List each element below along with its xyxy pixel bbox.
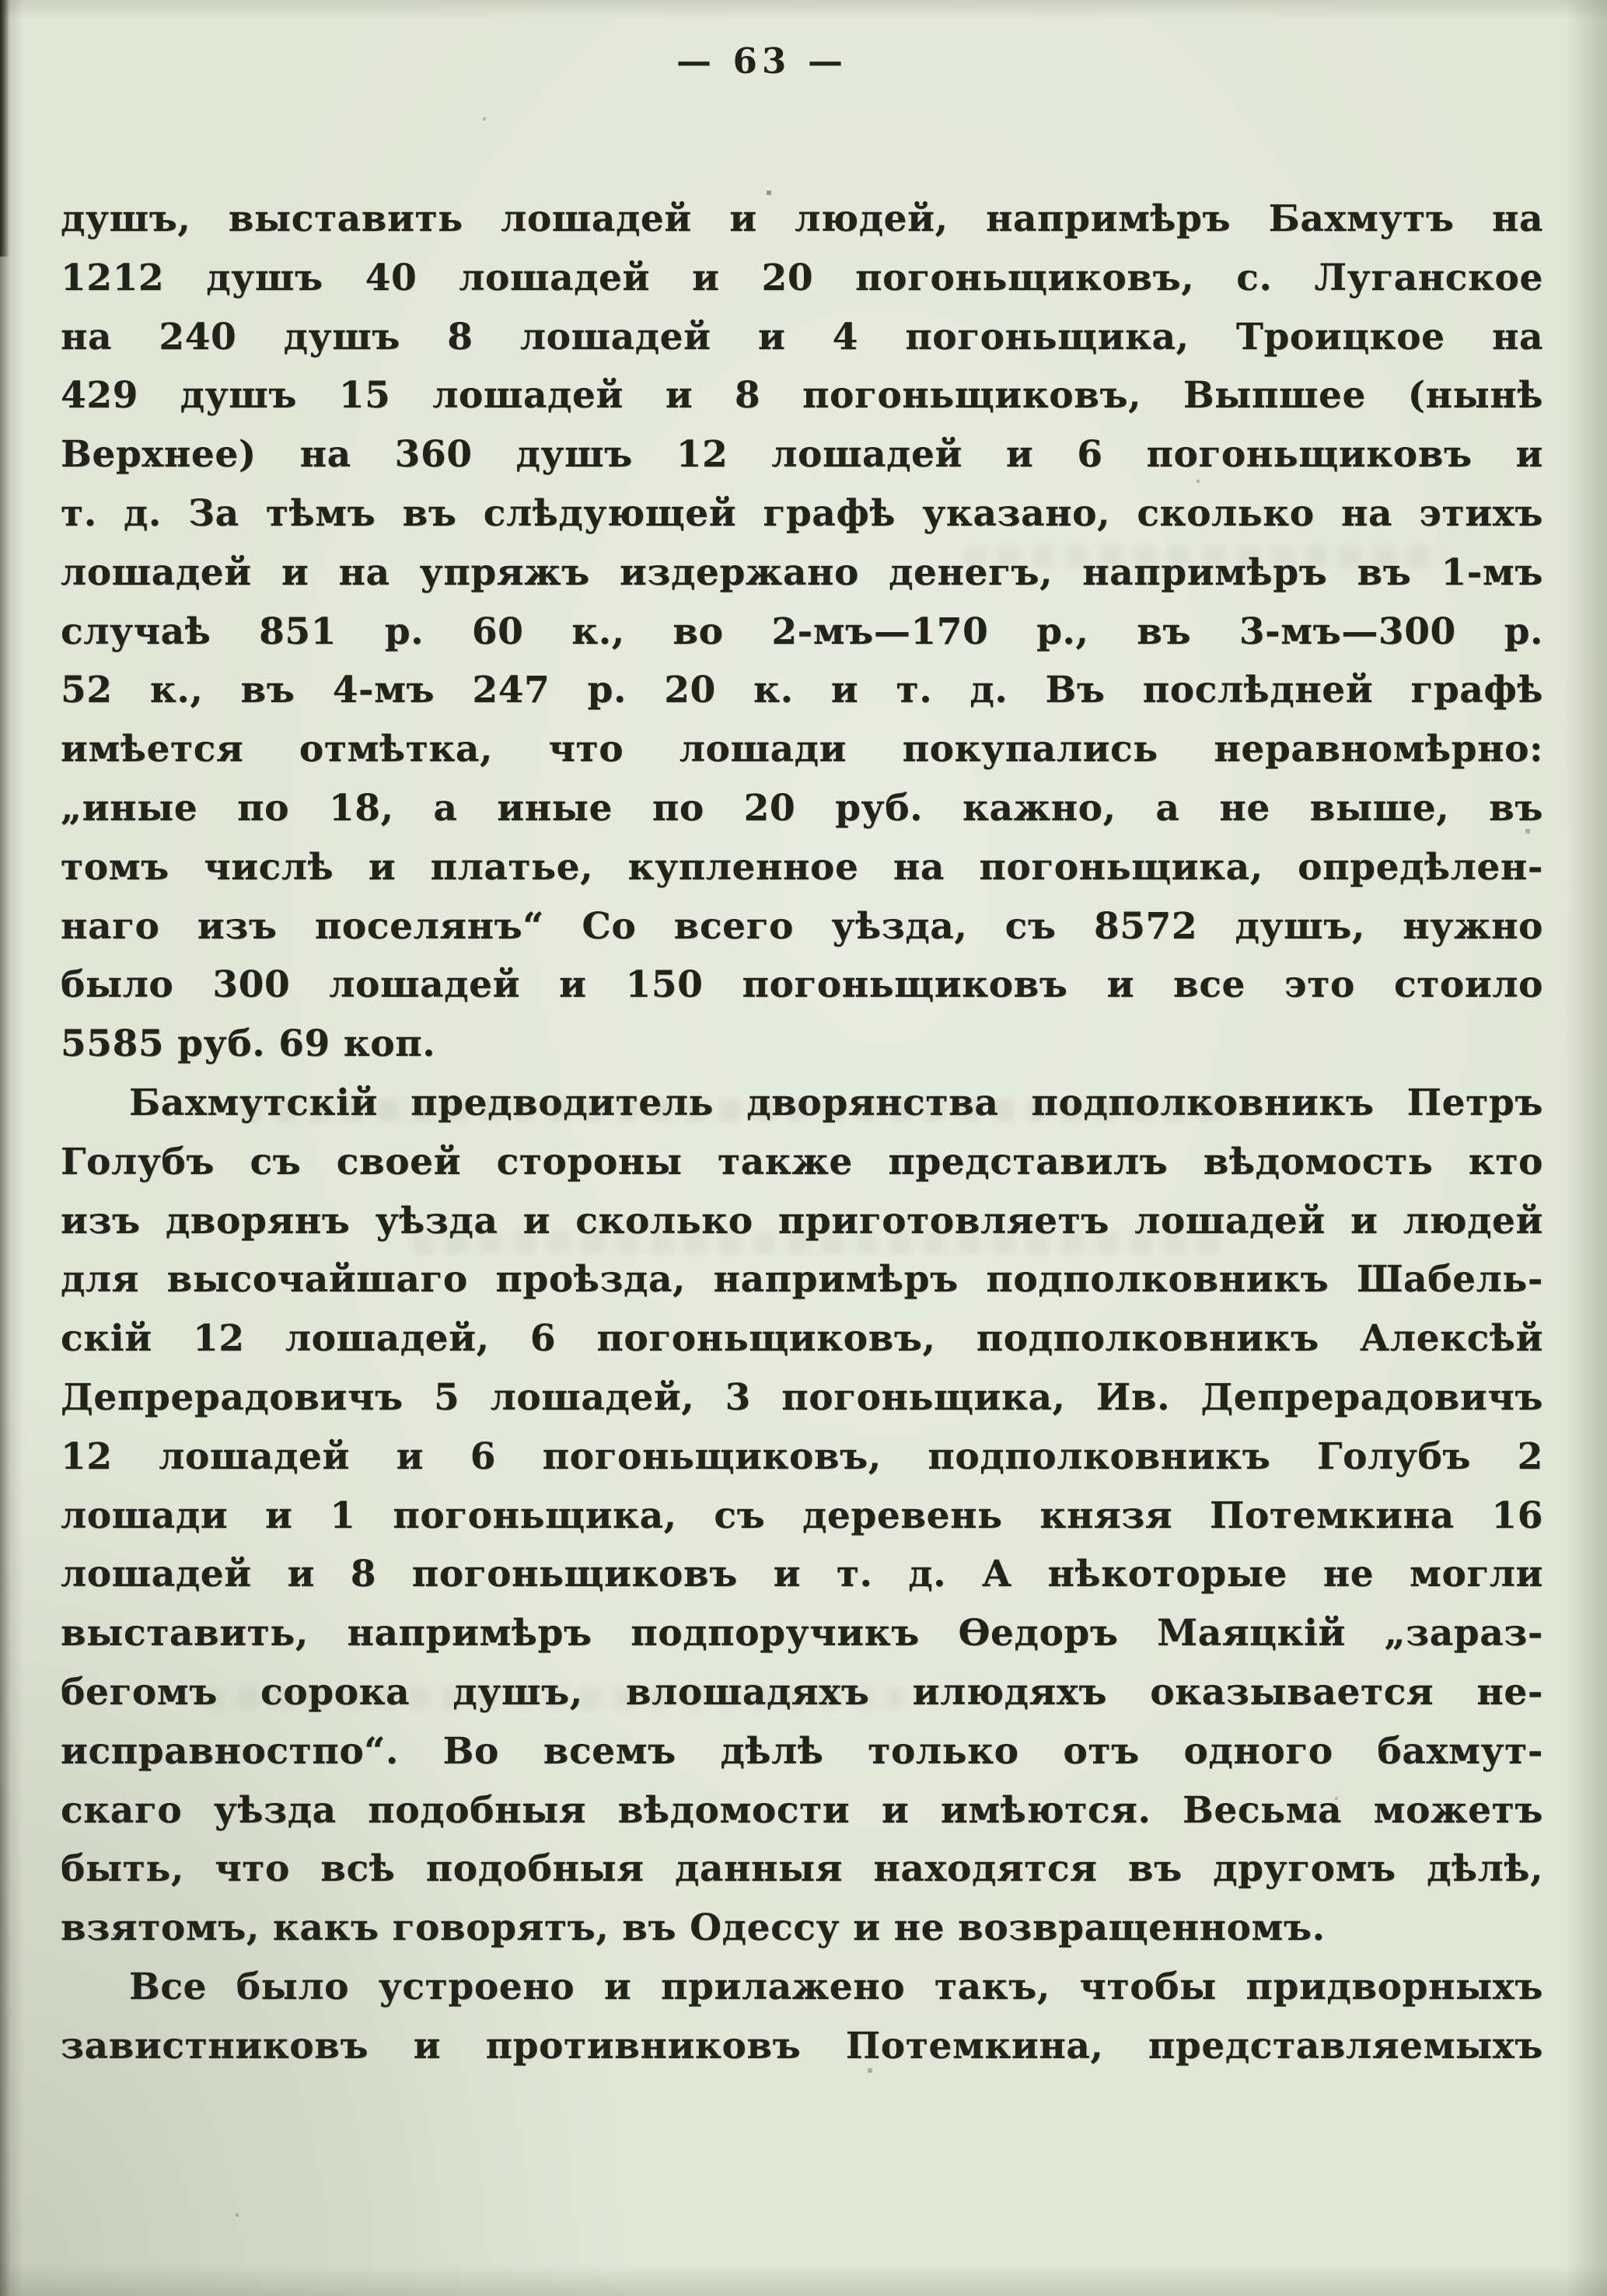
page-edge-shadow-bottom [0,2265,1607,2296]
text-line: Все было устроено и прилажено такъ, чтобы придворныхъ [129,1965,1543,2008]
text-line: лошадей и 8 погоньщиковъ и т. д. А нѣкоторые не могли [61,1553,1543,1596]
text-line: скаго уѣзда подобныя вѣдомости и имѣются. Весьма можетъ [61,1788,1543,1832]
text-line: лошадей и на упряжъ издержано денегъ, напримѣръ въ 1-мъ [61,550,1543,594]
paper-specks [0,0,2,2]
text-line: 1212 душъ 40 лошадей и 20 погоньщиковъ, с. Луганское [61,256,1543,299]
text-line: было 300 лошадей и 150 погоньщиковъ и все это стоило [61,963,1543,1007]
text-line: имѣется отмѣтка, что лошади покупались неравномѣрно: [61,728,1543,771]
page-corner-shadow [0,0,9,257]
text-line: скій 12 лошадей, 6 погоньщиковъ, подполковникъ Алексѣй [61,1317,1543,1361]
text-line: взятомъ, какъ говорятъ, въ Одессу и не возвращенномъ. [61,1906,1326,1950]
text-line: душъ, выставить лошадей и людей, напримѣръ Бахмутъ на [61,197,1543,240]
text-line: для высочайшаго проѣзда, напримѣръ подполковникъ Шабель- [61,1258,1543,1302]
text-line: Бахмутскій предводитель дворянства подполковникъ Петръ [129,1081,1543,1124]
text-line: бегомъ сорока душъ, влошадяхъ илюдяхъ оказывается не- [61,1670,1543,1714]
page-edge-shadow-top [0,0,1607,20]
text-block [61,190,1543,2076]
text-line: наго изъ поселянъ“ Со всего уѣзда, съ 8572 душъ, нужно [61,904,1543,948]
text-line: Депрерадовичъ 5 лошадей, 3 погоньщика, Ив. Депрерадовичъ [61,1375,1543,1419]
page-number: — 63 — [676,40,847,82]
text-line: лошади и 1 погоньщика, съ деревень князя Потемкина 16 [61,1494,1543,1537]
text-line: т. д. За тѣмъ въ слѣдующей графѣ указано, сколько на этихъ [61,491,1543,535]
text-line: быть, что всѣ подобныя данныя находятся въ другомъ дѣлѣ, [61,1847,1543,1891]
page-edge-shadow-right [1565,0,1607,2296]
text-line: Голубъ съ своей стороны также представилъ вѣдомость кто [61,1140,1543,1183]
text-line: 429 душъ 15 лошадей и 8 погоньщиковъ, Выпшее (нынѣ [61,374,1543,418]
page-edge-shadow-left [0,0,23,2296]
text-line: томъ числѣ и платье, купленное на погоньщика, опредѣлен- [61,845,1543,889]
text-line: „иные по 18, а иные по 20 руб. кажно, а не выше, въ [61,786,1543,830]
text-line: Верхнее) на 360 душъ 12 лошадей и 6 погоньщиковъ и [61,433,1543,477]
text-line: на 240 душъ 8 лошадей и 4 погоньщика, Троицкое на [61,315,1543,358]
text-line: завистниковъ и противниковъ Потемкина, представляемыхъ [61,2024,1543,2067]
text-line: 52 к., въ 4-мъ 247 р. 20 к. и т. д. Въ послѣдней графѣ [61,669,1543,712]
text-line: исправностпо“. Во всемъ дѣлѣ только отъ одного бахмут- [61,1729,1543,1773]
text-line: 12 лошадей и 6 погоньщиковъ, подполковникъ Голубъ 2 [61,1435,1543,1478]
text-line: случаѣ 851 р. 60 к., во 2-мъ—170 р., въ 3-мъ—300 р. [61,610,1543,653]
text-line: выставить, напримѣръ подпоручикъ Ѳедоръ Маяцкій „зараз- [61,1612,1543,1655]
text-line: изъ дворянъ уѣзда и сколько приготовляетъ лошадей и людей [61,1199,1543,1242]
text-line: 5585 руб. 69 коп. [61,1022,436,1066]
